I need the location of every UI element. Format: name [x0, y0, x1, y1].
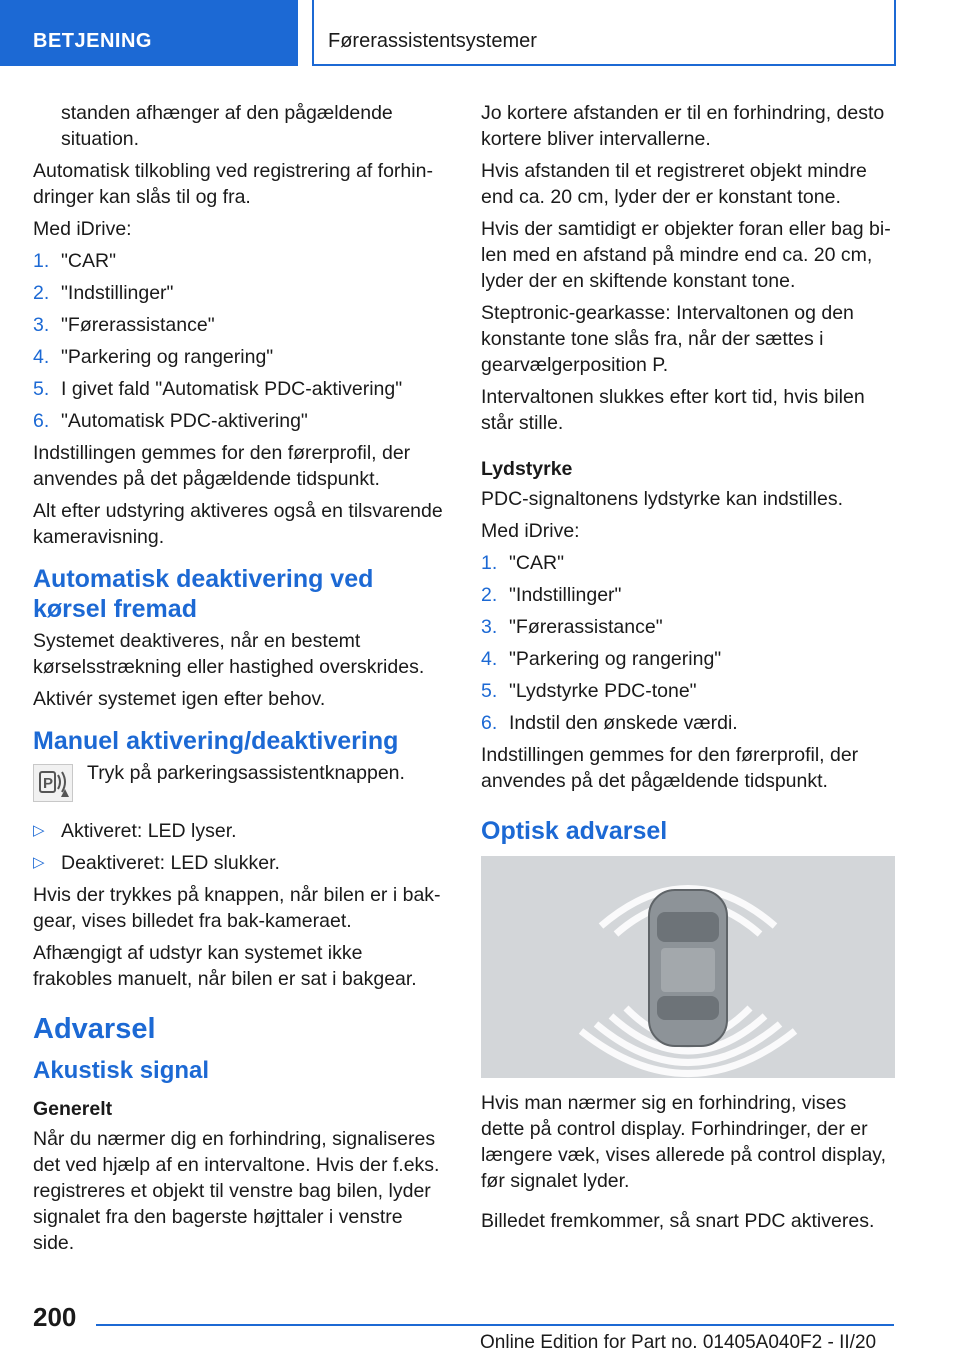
list-item	[33, 312, 443, 338]
paragraph: Billedet fremkommer, så snart PDC aktiveres.	[481, 1210, 875, 1232]
bullet-text: Aktiveret: LED lyser.	[61, 820, 237, 842]
step-text: "Automatisk PDC-aktivering"	[61, 410, 308, 432]
list-item	[33, 344, 443, 370]
list-item	[33, 376, 443, 402]
step-text: "CAR"	[509, 552, 565, 574]
paragraph: Intervaltonen slukkes efter kort tid, hvis bilen står stille.	[481, 386, 865, 434]
list-item	[481, 550, 891, 576]
list-item	[481, 678, 891, 704]
step-number: 3.	[481, 616, 498, 638]
step-text: "Førerassistance"	[509, 616, 663, 638]
step-text: I givet fald "Automatisk PDC-aktivering"	[61, 378, 403, 400]
parking-assistant-button-icon	[33, 764, 73, 802]
list-item	[33, 248, 443, 274]
list-item	[481, 646, 891, 672]
triangle-bullet-icon: ▷	[33, 822, 45, 839]
subsection-heading: Akustisk signal	[33, 1057, 210, 1084]
bold-subheading: Lydstyrke	[481, 458, 573, 480]
step-number: 6.	[33, 410, 50, 432]
edition-note: Online Edition for Part no. 01405A040F2 - II/20	[480, 1332, 877, 1353]
step-text: "Indstillinger"	[61, 282, 174, 304]
step-number: 2.	[33, 282, 50, 304]
steps-list	[481, 550, 891, 736]
paragraph: Steptronic-gearkasse: Intervaltonen og den konstante tone slås fra, når der sættes i gearvælgerposition P.	[481, 302, 854, 376]
chapter-heading: Advarsel	[33, 1013, 156, 1045]
bold-subheading: Generelt	[33, 1098, 113, 1120]
list-item	[33, 408, 443, 434]
section-heading: Optisk advarsel	[481, 817, 668, 845]
paragraph: Med iDrive:	[481, 520, 580, 542]
bullet-text: Deaktiveret: LED slukker.	[61, 852, 280, 874]
section-heading: Manuel aktivering/deaktivering	[33, 727, 399, 755]
step-number: 4.	[33, 346, 50, 368]
step-text: "Parkering og rangering"	[61, 346, 274, 368]
page-number: 200	[33, 1302, 77, 1332]
step-text: Indstil den ønskede værdi.	[509, 712, 738, 734]
paragraph: Jo kortere afstanden er til en forhindring, desto kortere bliver intervallerne.	[481, 102, 885, 150]
paragraph: Når du nærmer dig en forhindring, signaliseres det ved hjælp af en intervaltone. Hvis der f.eks. registreres et objekt til venstre bag bilen, lyder signalet fra den bagerste højttaler i venstre side.	[33, 1128, 440, 1254]
paragraph: Indstillingen gemmes for den førerprofil, der anvendes på det pågældende tidspunkt.	[33, 442, 411, 490]
step-number: 5.	[481, 680, 498, 702]
paragraph: Hvis man nærmer sig en forhindring, vises dette på control display. Forhindringer, der er længere væk, vises allerede på control display, før signalet lyder.	[481, 1092, 887, 1192]
step-number: 4.	[481, 648, 498, 670]
step-number: 2.	[481, 584, 498, 606]
step-number: 5.	[33, 378, 50, 400]
paragraph: Hvis der samtidigt er objekter foran eller bag bilen med en afstand på mindre end ca. 20 cm, lyder der en skiftende konstant tone.	[481, 218, 891, 292]
chapter-title: Førerassistentsystemer	[328, 30, 537, 52]
paragraph: Hvis afstanden til et registreret objekt mindre end ca. 20 cm, lyder der er konstant tone.	[481, 160, 867, 208]
paragraph: Alt efter udstyring aktiveres også en tilsvarende kameravisning.	[33, 500, 443, 548]
right-column	[481, 100, 891, 1240]
list-item	[33, 818, 443, 844]
paragraph: standen afhænger af den pågældende situation.	[61, 102, 393, 150]
list-item	[33, 850, 443, 876]
section-tab	[0, 0, 298, 66]
triangle-bullet-icon: ▷	[33, 854, 45, 871]
section-title: BETJENING	[33, 30, 152, 52]
step-number: 1.	[33, 250, 50, 272]
step-text: "Lydstyrke PDC-tone"	[509, 680, 697, 702]
page-header	[0, 0, 960, 66]
paragraph: Hvis der trykkes på knappen, når bilen er i bakgear, vises billedet fra bak-kameraet.	[33, 884, 441, 932]
step-number: 3.	[33, 314, 50, 336]
step-text: "CAR"	[61, 250, 117, 272]
paragraph: Indstillingen gemmes for den førerprofil, der anvendes på det pågældende tidspunkt.	[481, 744, 859, 792]
list-item	[33, 280, 443, 306]
paragraph: PDC-signaltonens lydstyrke kan indstilles.	[481, 488, 843, 510]
bullet-list	[33, 818, 443, 876]
paragraph: Aktivér systemet igen efter behov.	[33, 688, 326, 710]
svg-text:P: P	[43, 775, 54, 792]
step-text: "Indstillinger"	[509, 584, 622, 606]
list-item	[481, 710, 891, 736]
paragraph: Med iDrive:	[33, 218, 132, 240]
paragraph: Afhængigt af udstyr kan systemet ikke frakobles manuelt, når bilen er sat i bakgear.	[33, 942, 417, 990]
footer-divider	[96, 1324, 894, 1326]
step-text: "Førerassistance"	[61, 314, 215, 336]
steps-list	[33, 248, 443, 434]
paragraph: Automatisk tilkobling ved registrering af forhindringer kan slås til og fra.	[33, 160, 433, 208]
list-item	[481, 614, 891, 640]
instruction-text: Tryk på parkeringsassistentknappen.	[87, 762, 405, 784]
button-instruction	[33, 760, 443, 804]
pdc-display-illustration	[481, 856, 895, 1078]
paragraph: Systemet deaktiveres, når en bestemt kørselsstrækning eller hastighed overskrides.	[33, 630, 425, 678]
list-item	[481, 582, 891, 608]
chapter-tab	[312, 0, 896, 66]
step-text: "Parkering og rangering"	[509, 648, 722, 670]
section-heading: Automatisk deaktivering ved kørsel fremad	[33, 565, 374, 623]
step-number: 6.	[481, 712, 498, 734]
step-number: 1.	[481, 552, 498, 574]
left-column	[33, 100, 443, 1262]
